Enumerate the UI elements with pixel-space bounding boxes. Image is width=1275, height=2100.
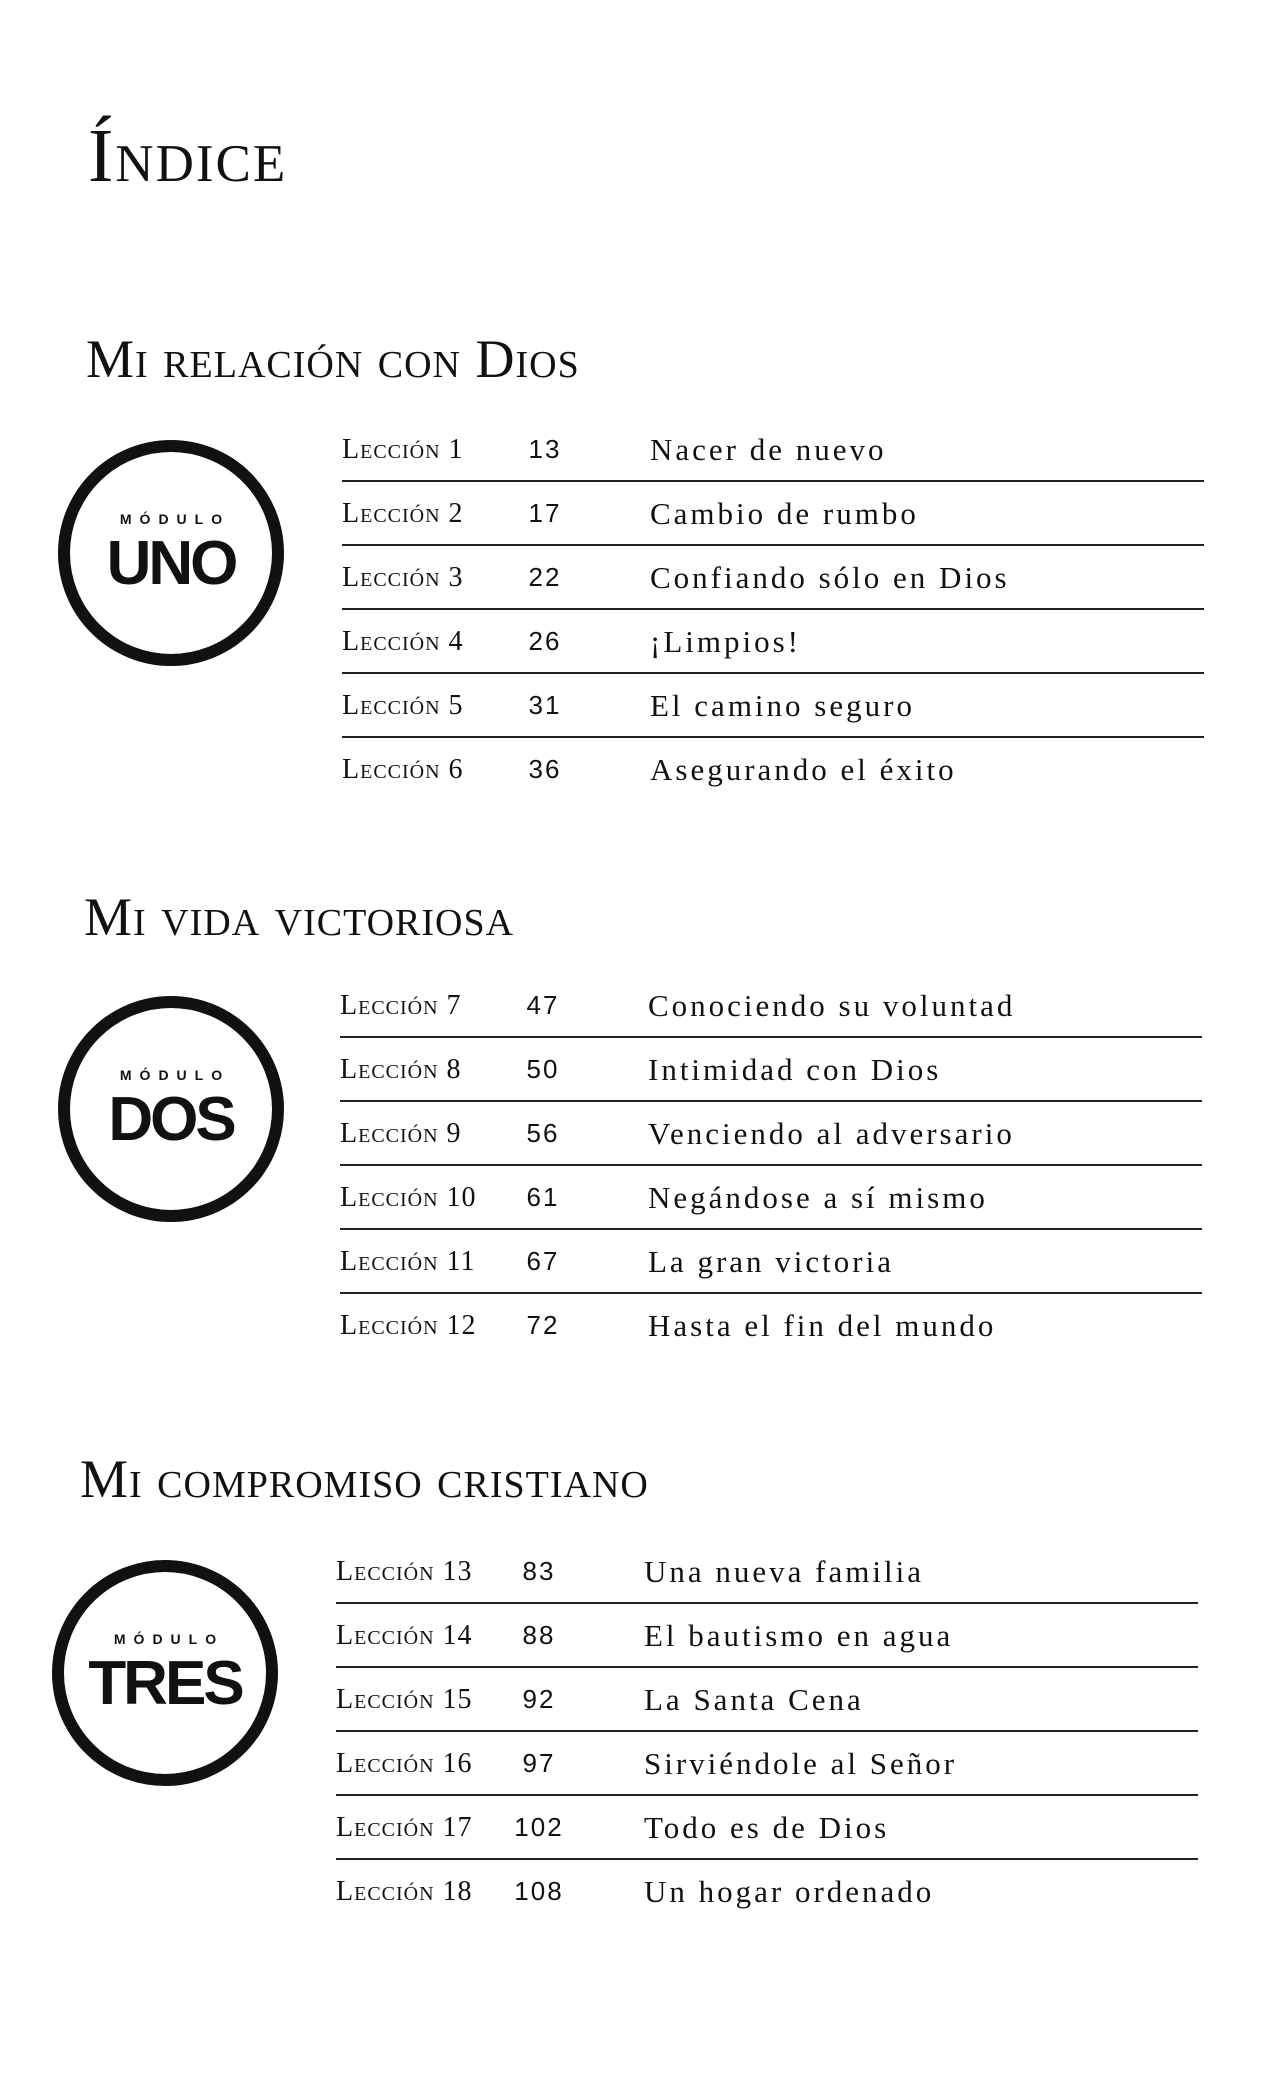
lesson-row[interactable] bbox=[342, 418, 1204, 482]
lesson-topic: Cambio de rumbo bbox=[650, 496, 919, 531]
module-badge bbox=[58, 996, 284, 1222]
lesson-row[interactable] bbox=[340, 1230, 1202, 1294]
lesson-row[interactable] bbox=[340, 974, 1202, 1038]
lesson-label: Lección 3 bbox=[342, 562, 464, 593]
lesson-page: 13 bbox=[528, 434, 562, 464]
lesson-label: Lección 15 bbox=[336, 1684, 473, 1715]
lesson-row[interactable] bbox=[342, 738, 1204, 800]
lesson-page: 31 bbox=[528, 690, 562, 720]
lesson-label: Lección 14 bbox=[336, 1620, 473, 1651]
lesson-label: Lección 16 bbox=[336, 1748, 473, 1779]
lesson-label: Lección 18 bbox=[336, 1876, 473, 1907]
lesson-label: Lección 6 bbox=[342, 754, 464, 785]
lesson-page: 36 bbox=[528, 754, 562, 784]
lesson-list bbox=[336, 1540, 1198, 1922]
lesson-label: Lección 13 bbox=[336, 1556, 473, 1587]
lesson-topic: Hasta el fin del mundo bbox=[648, 1308, 997, 1343]
lesson-topic: El bautismo en agua bbox=[644, 1618, 954, 1653]
lesson-page: 97 bbox=[522, 1748, 556, 1778]
lesson-topic: El camino seguro bbox=[650, 688, 915, 723]
lesson-row[interactable] bbox=[336, 1860, 1198, 1922]
lesson-row[interactable] bbox=[340, 1102, 1202, 1166]
module-title: Mi vida victoriosa bbox=[84, 887, 515, 947]
lesson-page: 26 bbox=[528, 626, 562, 656]
lesson-page: 72 bbox=[526, 1310, 560, 1340]
lesson-row[interactable] bbox=[336, 1604, 1198, 1668]
lesson-page: 56 bbox=[526, 1118, 560, 1148]
lesson-label: Lección 11 bbox=[340, 1246, 476, 1277]
lesson-row[interactable] bbox=[340, 1294, 1202, 1356]
lesson-topic: Asegurando el éxito bbox=[650, 752, 957, 787]
module-title: Mi relación con Dios bbox=[86, 329, 580, 389]
module-number: DOS bbox=[108, 1085, 234, 1154]
lesson-row[interactable] bbox=[342, 674, 1204, 738]
lesson-row[interactable] bbox=[340, 1166, 1202, 1230]
lesson-row[interactable] bbox=[336, 1796, 1198, 1860]
lesson-row[interactable] bbox=[336, 1540, 1198, 1604]
lesson-label: Lección 9 bbox=[340, 1118, 462, 1149]
lesson-topic: Nacer de nuevo bbox=[650, 432, 887, 467]
lesson-page: 102 bbox=[514, 1812, 564, 1842]
lesson-label: Lección 1 bbox=[342, 434, 464, 465]
lesson-list bbox=[342, 418, 1204, 800]
lesson-page: 47 bbox=[526, 990, 560, 1020]
lesson-label: Lección 4 bbox=[342, 626, 464, 657]
lesson-row[interactable] bbox=[336, 1732, 1198, 1796]
module-kicker: MÓDULO bbox=[113, 1631, 225, 1647]
page-title: Índice bbox=[88, 114, 288, 198]
lesson-page: 108 bbox=[514, 1876, 564, 1906]
module-kicker: MÓDULO bbox=[119, 1067, 231, 1083]
lesson-label: Lección 8 bbox=[340, 1054, 462, 1085]
lesson-topic: Confiando sólo en Dios bbox=[650, 560, 1010, 595]
lesson-row[interactable] bbox=[342, 482, 1204, 546]
lesson-topic: Un hogar ordenado bbox=[644, 1874, 935, 1909]
module-badge bbox=[58, 440, 284, 666]
lesson-topic: Negándose a sí mismo bbox=[648, 1180, 988, 1215]
lesson-topic: Venciendo al adversario bbox=[648, 1116, 1015, 1151]
lesson-page: 92 bbox=[522, 1684, 556, 1714]
lesson-topic: La gran victoria bbox=[648, 1244, 894, 1279]
lesson-page: 61 bbox=[526, 1182, 560, 1212]
module-title: Mi compromiso cristiano bbox=[80, 1449, 649, 1509]
lesson-page: 83 bbox=[522, 1556, 556, 1586]
lesson-page: 50 bbox=[526, 1054, 560, 1084]
lesson-page: 67 bbox=[526, 1246, 560, 1276]
lesson-row[interactable] bbox=[336, 1668, 1198, 1732]
lesson-page: 22 bbox=[528, 562, 562, 592]
lesson-label: Lección 2 bbox=[342, 498, 464, 529]
lesson-row[interactable] bbox=[340, 1038, 1202, 1102]
lesson-page: 88 bbox=[522, 1620, 556, 1650]
lesson-page: 17 bbox=[528, 498, 562, 528]
module-number: TRES bbox=[88, 1649, 242, 1718]
lesson-topic: Conociendo su voluntad bbox=[648, 988, 1016, 1023]
module-kicker: MÓDULO bbox=[119, 511, 231, 527]
lesson-topic: La Santa Cena bbox=[644, 1682, 864, 1717]
module-number: UNO bbox=[106, 529, 236, 598]
lesson-row[interactable] bbox=[342, 610, 1204, 674]
lesson-topic: Todo es de Dios bbox=[644, 1810, 890, 1845]
lesson-list bbox=[340, 974, 1202, 1356]
lesson-row[interactable] bbox=[342, 546, 1204, 610]
lesson-topic: ¡Limpios! bbox=[650, 624, 801, 659]
lesson-label: Lección 7 bbox=[340, 990, 462, 1021]
lesson-topic: Intimidad con Dios bbox=[648, 1052, 942, 1087]
lesson-topic: Una nueva familia bbox=[644, 1554, 924, 1589]
lesson-label: Lección 12 bbox=[340, 1310, 477, 1341]
lesson-topic: Sirviéndole al Señor bbox=[644, 1746, 958, 1781]
lesson-label: Lección 17 bbox=[336, 1812, 473, 1843]
lesson-label: Lección 10 bbox=[340, 1182, 477, 1213]
module-badge bbox=[52, 1560, 278, 1786]
lesson-label: Lección 5 bbox=[342, 690, 464, 721]
